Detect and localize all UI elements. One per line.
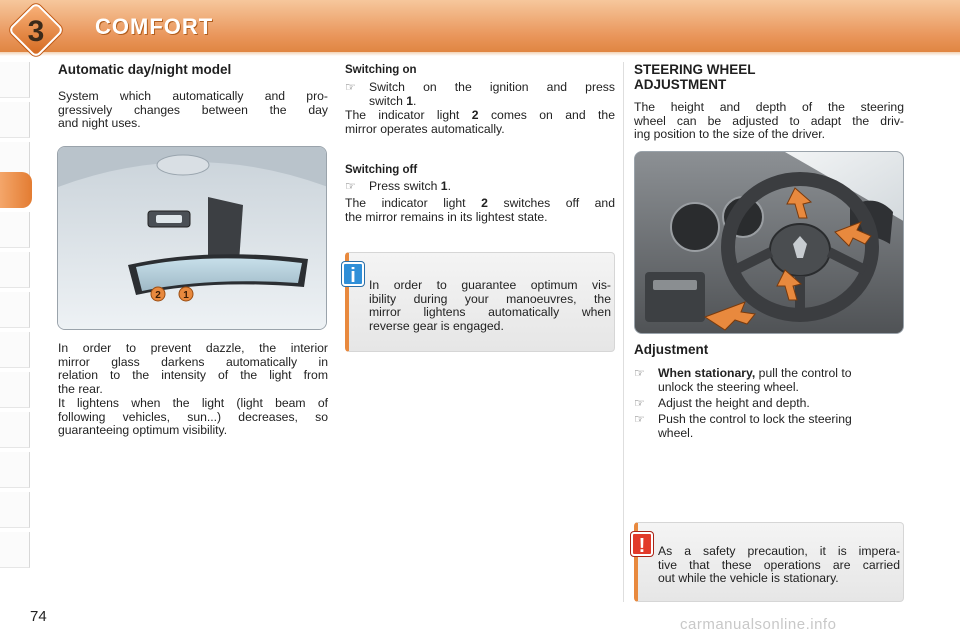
info-note xyxy=(345,252,615,352)
text-line: mirror operates automatically. xyxy=(345,121,505,136)
info-icon: i xyxy=(342,262,364,286)
sensor-window xyxy=(156,215,182,223)
text-line: In order to guarantee optimum vis- xyxy=(369,278,611,292)
side-tab-12[interactable] xyxy=(0,492,30,528)
steering-wheel-drawing xyxy=(635,152,904,334)
text-line: out while the vehicle is stationary. xyxy=(658,571,839,586)
pointing-hand-icon: ☞ xyxy=(345,80,356,94)
text-span: . xyxy=(413,93,417,108)
side-tab-6[interactable] xyxy=(0,252,30,288)
warning-note-text xyxy=(658,545,900,586)
pointing-hand-icon: ☞ xyxy=(634,412,645,426)
heading-steering-wheel xyxy=(634,62,756,92)
body-paragraph-1 xyxy=(58,342,328,396)
label-indicator-2: 2 xyxy=(155,290,161,301)
text-span: comes on and the xyxy=(478,108,615,122)
text-line: tive that these operations are carried xyxy=(658,557,900,572)
adjustment-step-2 xyxy=(634,397,904,411)
text-span: The indicator light xyxy=(345,196,482,210)
text-line: Push the control to lock the steering xyxy=(658,412,852,426)
text-line: ibility during your manoeuvres, the xyxy=(369,291,611,306)
center-console xyxy=(645,272,705,322)
indicator-number: 2 xyxy=(471,108,479,122)
heading-line: ADJUSTMENT xyxy=(634,77,727,92)
text-line xyxy=(345,197,615,211)
info-note-text xyxy=(369,279,611,333)
switching-off-body xyxy=(345,197,615,224)
text-line: following vehicles, sun...) decreases, so xyxy=(58,409,328,424)
text-line: gressively changes between the day xyxy=(58,102,328,117)
text-line: Switch on the ignition and press xyxy=(369,80,615,94)
warning-icon: ! xyxy=(631,532,653,556)
bullet-text xyxy=(658,367,904,394)
text-line: the rear. xyxy=(58,381,103,396)
side-tab-8[interactable] xyxy=(0,332,30,368)
warning-note xyxy=(634,522,904,602)
steering-wheel-illustration xyxy=(634,151,904,334)
courtesy-lamp xyxy=(157,155,209,175)
text-line: ing position to the size of the driver. xyxy=(634,127,826,142)
steering-intro xyxy=(634,101,904,142)
text-line: wheel can be adjusted to adapt the driv- xyxy=(634,113,904,128)
heading-line: STEERING WHEEL xyxy=(634,62,756,77)
bullet-switching-on xyxy=(345,81,615,109)
side-tab-7[interactable] xyxy=(0,292,30,328)
bullet-text xyxy=(658,413,904,440)
side-tab-9[interactable] xyxy=(0,372,30,408)
instrument-dial-left xyxy=(671,203,719,251)
heading-switching-on: Switching on xyxy=(345,64,417,76)
indicator-number: 2 xyxy=(481,196,488,210)
page-number: 74 xyxy=(30,608,47,625)
switch-number: 1 xyxy=(440,179,448,193)
text-span-bold: When stationary, xyxy=(658,366,756,380)
text-line: unlock the steering wheel. xyxy=(658,379,799,394)
text-line: the mirror remains in its lightest state. xyxy=(345,209,548,224)
side-tab-active[interactable] xyxy=(0,172,32,208)
body-paragraph-2 xyxy=(58,397,328,438)
text-line: mirror glass darkens automatically in xyxy=(58,354,328,369)
text-line: System which automatically and pro- xyxy=(58,89,328,103)
side-tab-11[interactable] xyxy=(0,452,30,488)
intro-paragraph xyxy=(58,90,328,131)
text-span: Press switch xyxy=(369,179,441,193)
text-line: wheel. xyxy=(658,425,694,440)
heading-switching-off: Switching off xyxy=(345,164,418,176)
text-line xyxy=(345,109,615,123)
switching-on-body xyxy=(345,109,615,136)
text-span: switches off and xyxy=(487,196,615,210)
text-line xyxy=(369,95,615,109)
side-tab-1[interactable] xyxy=(0,62,30,98)
switch-number: 1 xyxy=(406,93,414,108)
bullet-text: Adjust the height and depth. xyxy=(658,396,810,410)
side-tab-5[interactable] xyxy=(0,212,30,248)
pointing-hand-icon: ☞ xyxy=(345,179,356,193)
header-shadow xyxy=(0,52,960,56)
text-line: In order to prevent dazzle, the interior xyxy=(58,341,328,355)
text-line: It lightens when the light (light beam of xyxy=(58,396,328,410)
column-divider xyxy=(623,62,624,602)
side-tab-10[interactable] xyxy=(0,412,30,448)
pointing-hand-icon: ☞ xyxy=(634,396,645,410)
watermark: carmanualsonline.info xyxy=(680,616,837,633)
section-heading-day-night: Automatic day/night model xyxy=(58,62,232,77)
bullet-text xyxy=(369,180,615,194)
text-span: switch xyxy=(369,93,407,108)
label-switch-1: 1 xyxy=(183,290,189,301)
text-span: . xyxy=(447,179,451,193)
radio-display xyxy=(653,280,697,290)
page-title: COMFORT xyxy=(95,14,214,39)
text-line: guaranteeing optimum visibility. xyxy=(58,423,228,438)
text-line xyxy=(658,367,904,381)
text-line: The height and depth of the steering xyxy=(634,100,904,114)
adjustment-step-3 xyxy=(634,413,904,441)
text-line: and night uses. xyxy=(58,116,141,131)
bullet-switching-off xyxy=(345,180,615,194)
mirror-illustration xyxy=(57,146,327,330)
chapter-number: 3 xyxy=(27,15,45,48)
mirror-drawing xyxy=(58,147,327,330)
adjustment-step-1 xyxy=(634,367,904,395)
text-line: relation to the intensity of the light from xyxy=(58,368,328,383)
side-tab-13[interactable] xyxy=(0,532,30,568)
chapter-side-tabs xyxy=(0,62,34,572)
bullet-text xyxy=(369,81,615,108)
pointing-hand-icon: ☞ xyxy=(634,366,645,380)
text-span: pull the control to xyxy=(755,366,852,380)
text-line: As a safety precaution, it is impera- xyxy=(658,544,900,558)
text-line: reverse gear is engaged. xyxy=(369,318,504,333)
side-tab-2[interactable] xyxy=(0,102,30,138)
text-line: mirror lightens automatically when xyxy=(369,305,611,320)
heading-adjustment: Adjustment xyxy=(634,342,709,357)
text-span: The indicator light xyxy=(345,108,472,122)
